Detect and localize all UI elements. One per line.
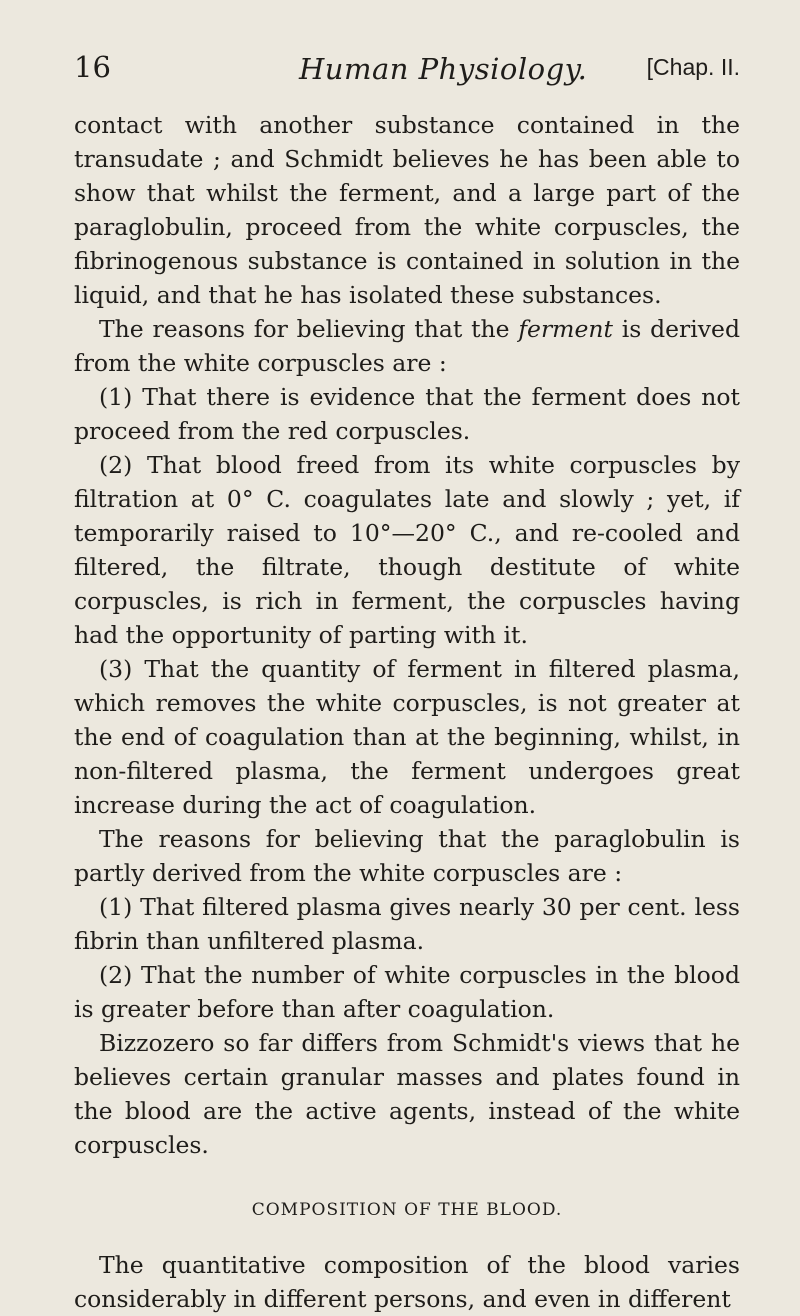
text-run: The reasons for believing that the [99,315,519,343]
paragraph: (3) That the quantity of ferment in filtered plasma, which removes the white corpuscles, is not greater at the end of coagulation than at the beginning, whilst, in non-filtered plasma, the ferment undergoes great increase during the act of coagulation. [74,655,740,819]
paragraph: (1) That there is evidence that the ferment does not proceed from the red corpuscles. [74,383,740,445]
page-number: 16 [74,50,111,84]
running-title: Human Physiology. [299,52,588,86]
paragraph: The quantitative composition of the blood varies considerably in different persons, and even in different [74,1251,740,1313]
body-text [74,108,740,1316]
section-heading: COMPOSITION OF THE BLOOD. [251,1200,563,1220]
paragraph: (2) That blood freed from its white corpuscles by filtration at 0° C. coagulates late and slowly ; yet, if temporarily raised to 10°—20° C., and re-cooled and filtered, the filtrate, though destitute of white corpuscles, is rich in ferment, the corpuscles having had the opportunity of parting with it. [74,451,740,649]
paragraph: (2) That the number of white corpuscles in the blood is greater before than after coagulation. [74,961,740,1023]
chapter-label: [Chap. II. [646,54,740,80]
emphasis-ferment: ferment [518,315,613,343]
paragraph: contact with another substance contained in the transudate ; and Schmidt believes he has been able to show that whilst the ferment, and a large part of the paraglobulin, proceed from the white corpuscles, the fibrinogenous substance is contained in solution in the liquid, and that he has isolated these substances. [74,111,740,309]
paragraph: (1) That filtered plasma gives nearly 30 per cent. less fibrin than unfiltered plasma. [74,893,740,955]
running-head [74,50,740,90]
paragraph-ferment-reasons [74,312,740,380]
paragraph: The reasons for believing that the paraglobulin is partly derived from the white corpuscles are : [74,825,740,887]
text-run: is derived from the white corpuscles are : [74,315,740,377]
paragraph: Bizzozero so far differs from Schmidt's views that he believes certain granular masses and plates found in the blood are the active agents, instead of the white corpuscles. [74,1029,740,1159]
